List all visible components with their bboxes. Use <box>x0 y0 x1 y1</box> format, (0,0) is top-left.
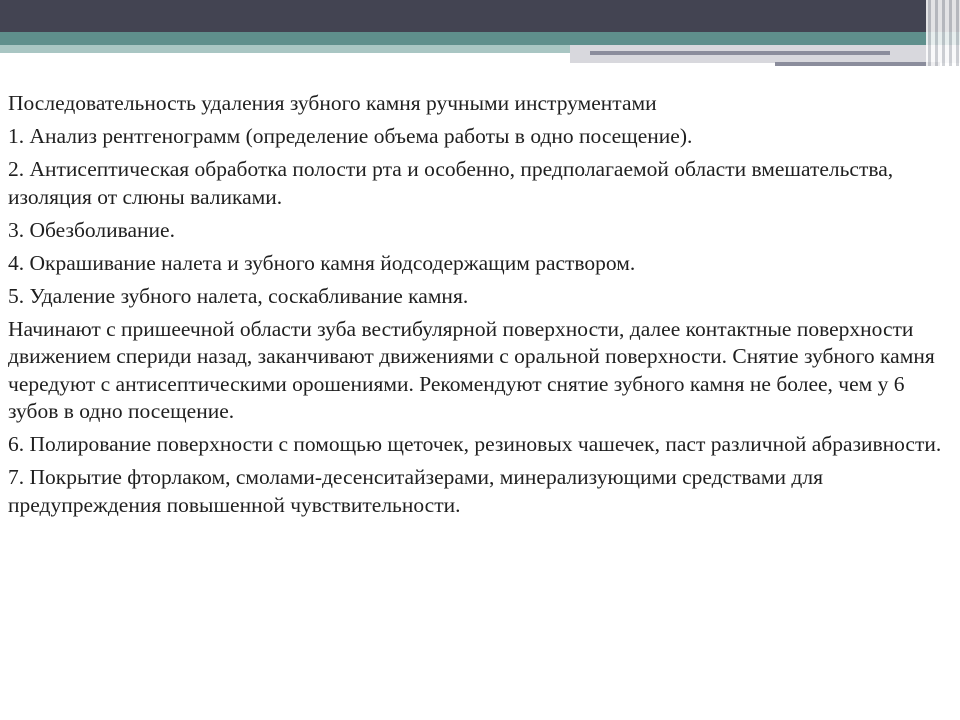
header-gray-line <box>590 51 890 55</box>
header-stripes-decoration <box>926 0 960 66</box>
header-teal-band <box>0 32 960 45</box>
step-2: 2. Антисептическая обработка полости рта и особенно, предполагаемой области вмешательства, изоляция от слюны валиками. <box>8 157 894 209</box>
step-7: 7. Покрытие фторлаком, смолами-десенситайзерами, минерализующими средствами для предупреждения повышенной чувствительности. <box>8 465 823 517</box>
header-light-teal-band <box>0 45 570 53</box>
header-gray-line-lower <box>775 62 940 66</box>
step-4: 4. Окрашивание налета и зубного камня йодсодержащим раствором. <box>8 250 636 275</box>
step-6: 6. Полирование поверхности с помощью щеточек, резиновых чашечек, паст различной абразивности. <box>8 432 942 456</box>
step-5: 5. Удаление зубного налета, соскабливание камня. <box>8 283 469 308</box>
step-5-details: Начинают с пришеечной области зуба вестибулярной поверхности, далее контактные поверхности движением спериди назад, заканчивают движениями с оральной поверхности. Снятие зубного камня чередуют с антисептическими орошениями. Рекомендуют снятие зубного камня не более, чем у 6 зубов в одно посещение. <box>8 316 935 423</box>
header-dark-band <box>0 0 960 32</box>
slide-title: Последовательность удаления зубного камня ручными инструментами <box>8 91 657 115</box>
step-3: 3. Обезболивание. <box>8 217 175 242</box>
slide-body <box>8 90 952 525</box>
step-1: 1. Анализ рентгенограмм (определение объема работы в одно посещение). <box>8 124 693 148</box>
